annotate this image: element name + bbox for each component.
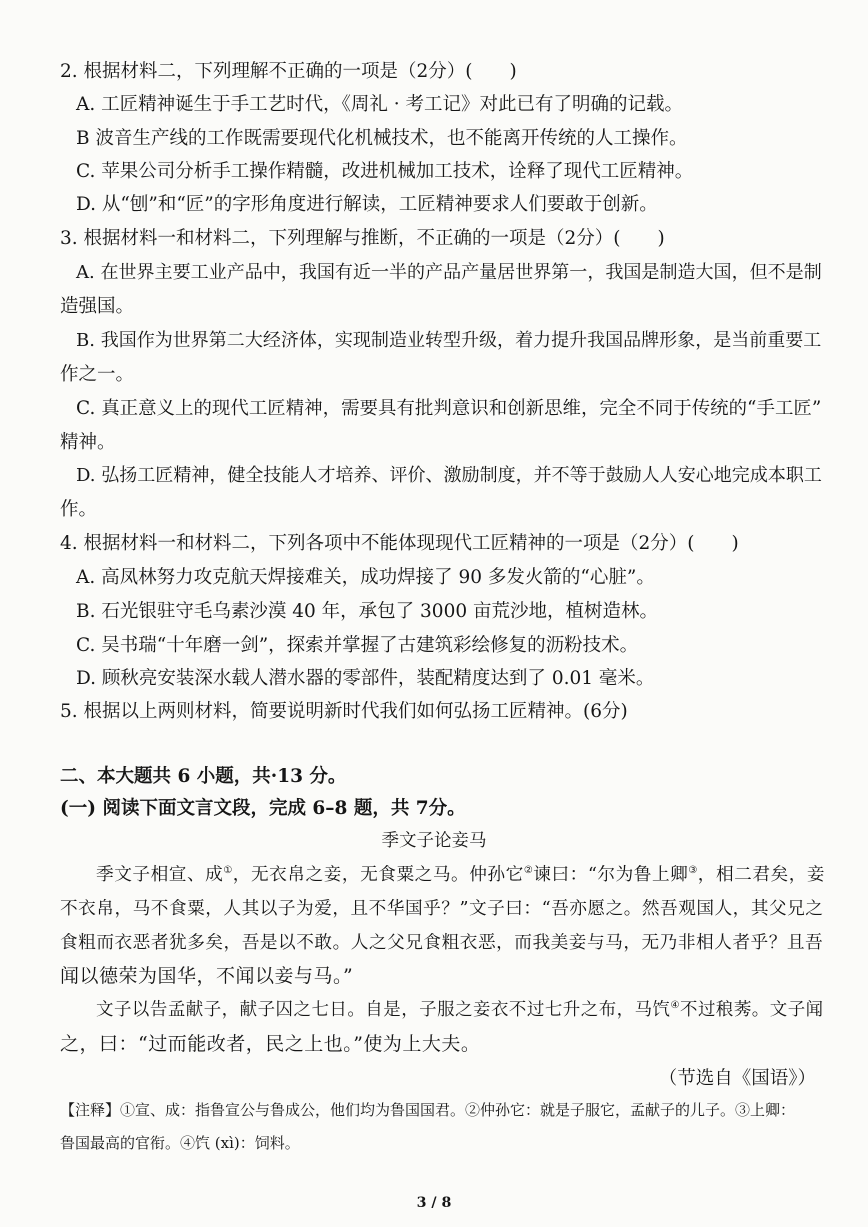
question-3-option-d: D. 弘扬工匠精神，健全技能人才培养、评价、激励制度，并不等于鼓励人人安心地完成本职工 (76, 465, 822, 486)
question-3-option-b-cont: 作之一。 (60, 364, 135, 385)
section-2-heading: 二、本大题共 6 小题，共·13 分。 (60, 766, 347, 787)
passage-title: 季文子论妾马 (381, 831, 487, 851)
question-4-option-c: C. 吴书瑞“十年磨一剑”，探索并掌握了古建筑彩绘修复的沥粉技术。 (76, 635, 639, 656)
annotation-line-2: 鲁国最高的官衔。④饩 (xì)：饲料。 (60, 1134, 300, 1152)
question-2-stem: 2. 根据材料二，下列理解不正确的一项是（2分）( ) (60, 61, 517, 82)
passage-paragraph-1-line-3: 食粗而衣恶者犹多矣，吾是以不敢。人之父兄食粗衣恶，而我美妾与马，无乃非相人者乎？且吾 (60, 933, 824, 953)
passage-source: （节选自《国语》） (658, 1068, 816, 1089)
question-2-option-b: B 波音生产线的工作既需要现代化机械技术，也不能离开传统的人工操作。 (76, 128, 688, 149)
question-4-option-b: B. 石光银驻守毛乌素沙漠 40 年，承包了 3000 亩荒沙地，植树造林。 (76, 601, 659, 622)
question-3-option-c: C. 真正意义上的现代工匠精神，需要具有批判意识和创新思维，完全不同于传统的“手工匠” (76, 398, 822, 419)
question-3-option-a: A. 在世界主要工业产品中，我国有近一半的产品产量居世界第一，我国是制造大国，但不是制 (76, 262, 822, 283)
question-2-option-a: A. 工匠精神诞生于手工艺时代，《周礼 · 考工记》对此已有了明确的记载。 (76, 94, 684, 115)
question-3-option-a-cont: 造强国。 (60, 296, 135, 317)
footnote-marker-1: ① (223, 865, 233, 877)
passage-paragraph-1-line-2: 不衣帛，马不食粟，人其以子为爱，且不华国乎？”文子曰：“吾亦愿之。然吾观国人，其父兄之 (60, 899, 824, 919)
footnote-marker-3: ③ (688, 865, 698, 877)
section-2-subheading: (一) 阅读下面文言文段，完成 6–8 题，共 7分。 (60, 798, 466, 819)
question-2-option-c: C. 苹果公司分析手工操作精髓，改进机械加工技术，诠释了现代工匠精神。 (76, 161, 694, 182)
question-4-stem: 4. 根据材料一和材料二，下列各项中不能体现现代工匠精神的一项是（2分）( ) (60, 533, 739, 554)
question-2-option-d: D. 从“刨”和“匠”的字形角度进行解读，工匠精神要求人们要敢于创新。 (76, 194, 658, 215)
question-3-option-d-cont: 作。 (60, 499, 98, 520)
passage-paragraph-2-line-2: 之，曰：“过而能改者，民之上也。”使为上大夫。 (60, 1033, 481, 1055)
question-3-option-b: B. 我国作为世界第二大经济体，实现制造业转型升级，着力提升我国品牌形象，是当前重要工 (76, 330, 822, 351)
page-number: 3 / 8 (416, 1195, 452, 1211)
question-3-option-c-cont: 精神。 (60, 432, 116, 453)
annotation-line-1: 【注释】①宣、成：指鲁宣公与鲁成公，他们均为鲁国国君。②仲孙它：就是子服它，孟献子的儿子。③上卿： (60, 1101, 796, 1119)
footnote-marker-2: ② (523, 865, 534, 877)
question-4-option-d: D. 顾秋亮安装深水载人潜水器的零部件，装配精度达到了 0.01 毫米。 (76, 668, 655, 689)
question-4-option-a: A. 高凤林努力攻克航天焊接难关，成功焊接了 90 多发火箭的“心脏”。 (76, 567, 655, 588)
passage-paragraph-2-line-1: 文子以告孟献子，献子囚之七日。自是，子服之妾衣不过七升之布，马饩④不过稂莠。文子闻 (96, 1000, 824, 1020)
footnote-marker-4: ④ (670, 1000, 680, 1012)
passage-paragraph-1-line-1: 季文子相宣、成①，无衣帛之妾，无食粟之马。仲孙它②谏曰：“尔为鲁上卿③，相二君矣，妾 (96, 865, 826, 885)
question-5-stem: 5. 根据以上两则材料，简要说明新时代我们如何弘扬工匠精神。(6分) (60, 701, 628, 722)
passage-paragraph-1-line-4: 闻以德荣为国华，不闻以妾与马。” (60, 965, 354, 987)
question-3-stem: 3. 根据材料一和材料二，下列理解与推断，不正确的一项是（2分）( ) (60, 228, 665, 249)
